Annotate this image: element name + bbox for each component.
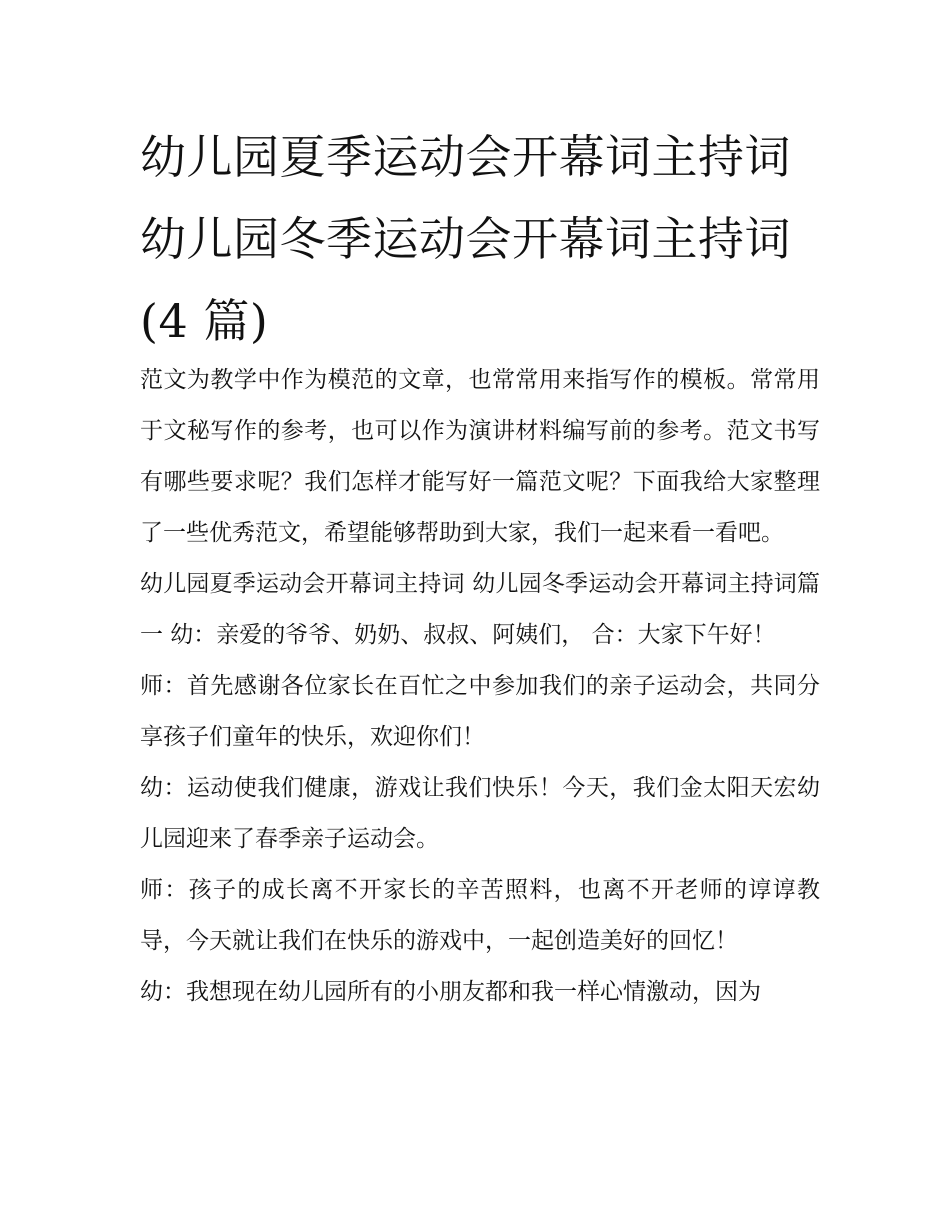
- paragraph-child-sports: 幼：运动使我们健康，游戏让我们快乐！今天，我们金太阳天宏幼儿园迎来了春季亲子运动会。: [140, 775, 820, 852]
- paragraph-child-excited: 幼：我想现在幼儿园所有的小朋友都和我一样心情激动，因为: [140, 979, 761, 1005]
- document-title: 幼儿园夏季运动会开幕词主持词 幼儿园冬季运动会开幕词主持词(4 篇): [140, 130, 791, 348]
- paragraph-intro: 范文为教学中作为模范的文章，也常常用来指写作的模板。常常用于文秘写作的参考，也可以作为演讲材料编写前的参考。范文书写有哪些要求呢？我们怎样才能写好一篇范文呢？下面我给大家整理了一些优秀范文，希望能够帮助到大家，我们一起来看一看吧。: [140, 367, 820, 546]
- paragraph-teacher-growth: 师：孩子的成长离不开家长的辛苦照料，也离不开老师的谆谆教导，今天就让我们在快乐的游戏中，一起创造美好的回忆！: [140, 877, 820, 954]
- paragraph-heading-greeting: 幼儿园夏季运动会开幕词主持词 幼儿园冬季运动会开幕词主持词篇一 幼：亲爱的爷爷、奶奶、叔叔、阿姨们， 合：大家下午好！: [140, 571, 820, 648]
- paragraph-teacher-welcome: 师：首先感谢各位家长在百忙之中参加我们的亲子运动会，共同分享孩子们童年的快乐，欢迎你们！: [140, 673, 820, 750]
- document-body: [140, 355, 820, 1018]
